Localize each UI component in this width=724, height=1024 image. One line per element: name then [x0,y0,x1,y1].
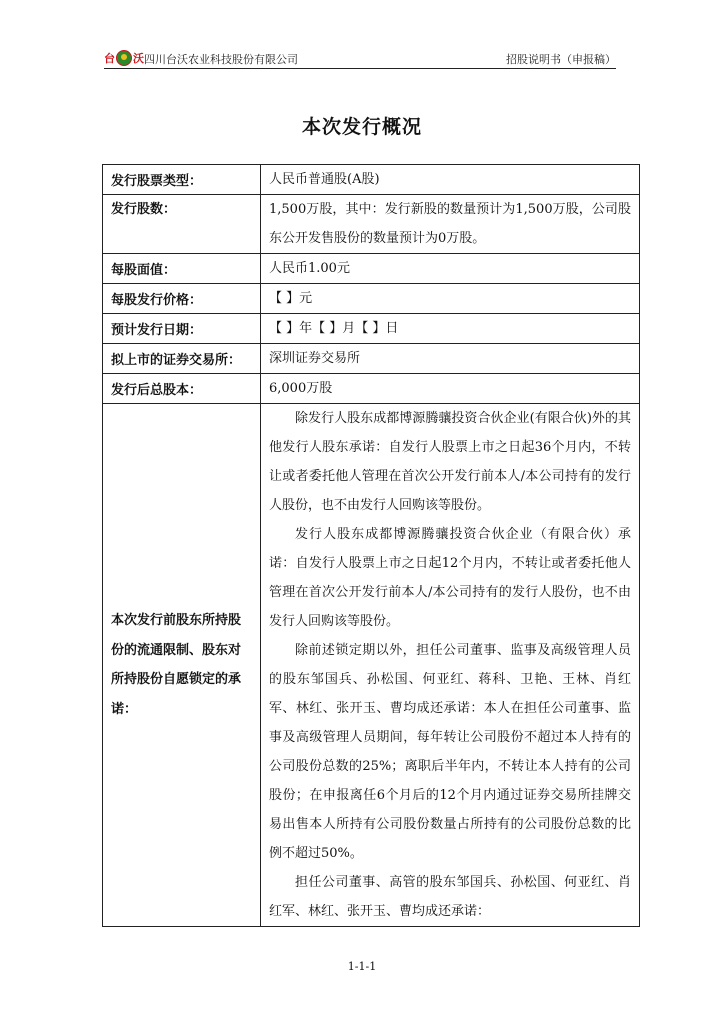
document-title: 招股说明书（申报稿） [506,53,616,66]
row-label: 发行股数： [103,195,261,254]
row-value: 【 】元 [261,284,640,314]
row-label: 拟上市的证券交易所： [103,344,261,374]
row-value: 1,500万股，其中：发行新股的数量预计为1,500万股，公司股东公开发售股份的数量预计为0万股。 [261,195,640,254]
lockup-label: 本次发行前股东所持股份的流通限制、股东对所持股份自愿锁定的承诺： [103,404,261,927]
company-name: 四川台沃农业科技股份有限公司 [144,53,298,66]
lockup-paragraph: 发行人股东成都博源腾骧投资合伙企业（有限合伙）承诺：自发行人股票上市之日起12个月内，不转让或者委托他人管理在首次公开发行前本人/本公司持有的发行人股份，也不由发行人回购该等股份。 [269,527,631,629]
row-label: 预计发行日期： [103,314,261,344]
lockup-content [261,404,640,927]
row-label: 每股面值： [103,254,261,284]
table-row [103,165,640,195]
row-value: 【 】年【 】月【 】日 [261,314,640,344]
row-label: 每股发行价格： [103,284,261,314]
logo-text-right: 沃 [133,52,144,65]
lockup-row [103,404,640,927]
table-row [103,195,640,254]
table-row [103,284,640,314]
row-value: 深圳证券交易所 [261,344,640,374]
company-logo [104,50,144,66]
logo-emblem-icon [116,50,132,66]
logo-text-left: 台 [104,52,115,65]
row-label: 发行股票类型： [103,165,261,195]
table-row [103,344,640,374]
page-title: 本次发行概况 [301,116,422,138]
table-row [103,314,640,344]
row-value: 6,000万股 [261,374,640,404]
offering-summary-table [102,164,640,927]
page-header [104,48,616,69]
row-value: 人民币1.00元 [261,254,640,284]
lockup-paragraph: 除前述锁定期以外，担任公司董事、监事及高级管理人员的股东邹国兵、孙松国、何亚红、蒋科、卫艳、王林、肖红军、林红、张开玉、曹均成还承诺：本人在担任公司董事、监事及高级管理人员期间，每年转让公司股份不超过本人持有的公司股份总数的25%；离职后半年内，不转让本人持有的公司股份；在申报离任6个月后的12个月内通过证券交易所挂牌交易出售本人所持有公司股份数量占所持有的公司股份总数的比例不超过50%。 [269,643,631,861]
row-label: 发行后总股本： [103,374,261,404]
lockup-paragraph: 担任公司董事、高管的股东邹国兵、孙松国、何亚红、肖红军、林红、张开玉、曹均成还承诺： [269,875,631,919]
page-number: 1-1-1 [347,960,377,973]
lockup-paragraph: 除发行人股东成都博源腾骧投资合伙企业(有限合伙)外的其他发行人股东承诺：自发行人股票上市之日起36个月内，不转让或者委托他人管理在首次公开发行前本人/本公司持有的发行人股份，也不由发行人回购该等股份。 [269,411,631,513]
table-row [103,374,640,404]
table-row [103,254,640,284]
row-value: 人民币普通股(A股) [261,165,640,195]
